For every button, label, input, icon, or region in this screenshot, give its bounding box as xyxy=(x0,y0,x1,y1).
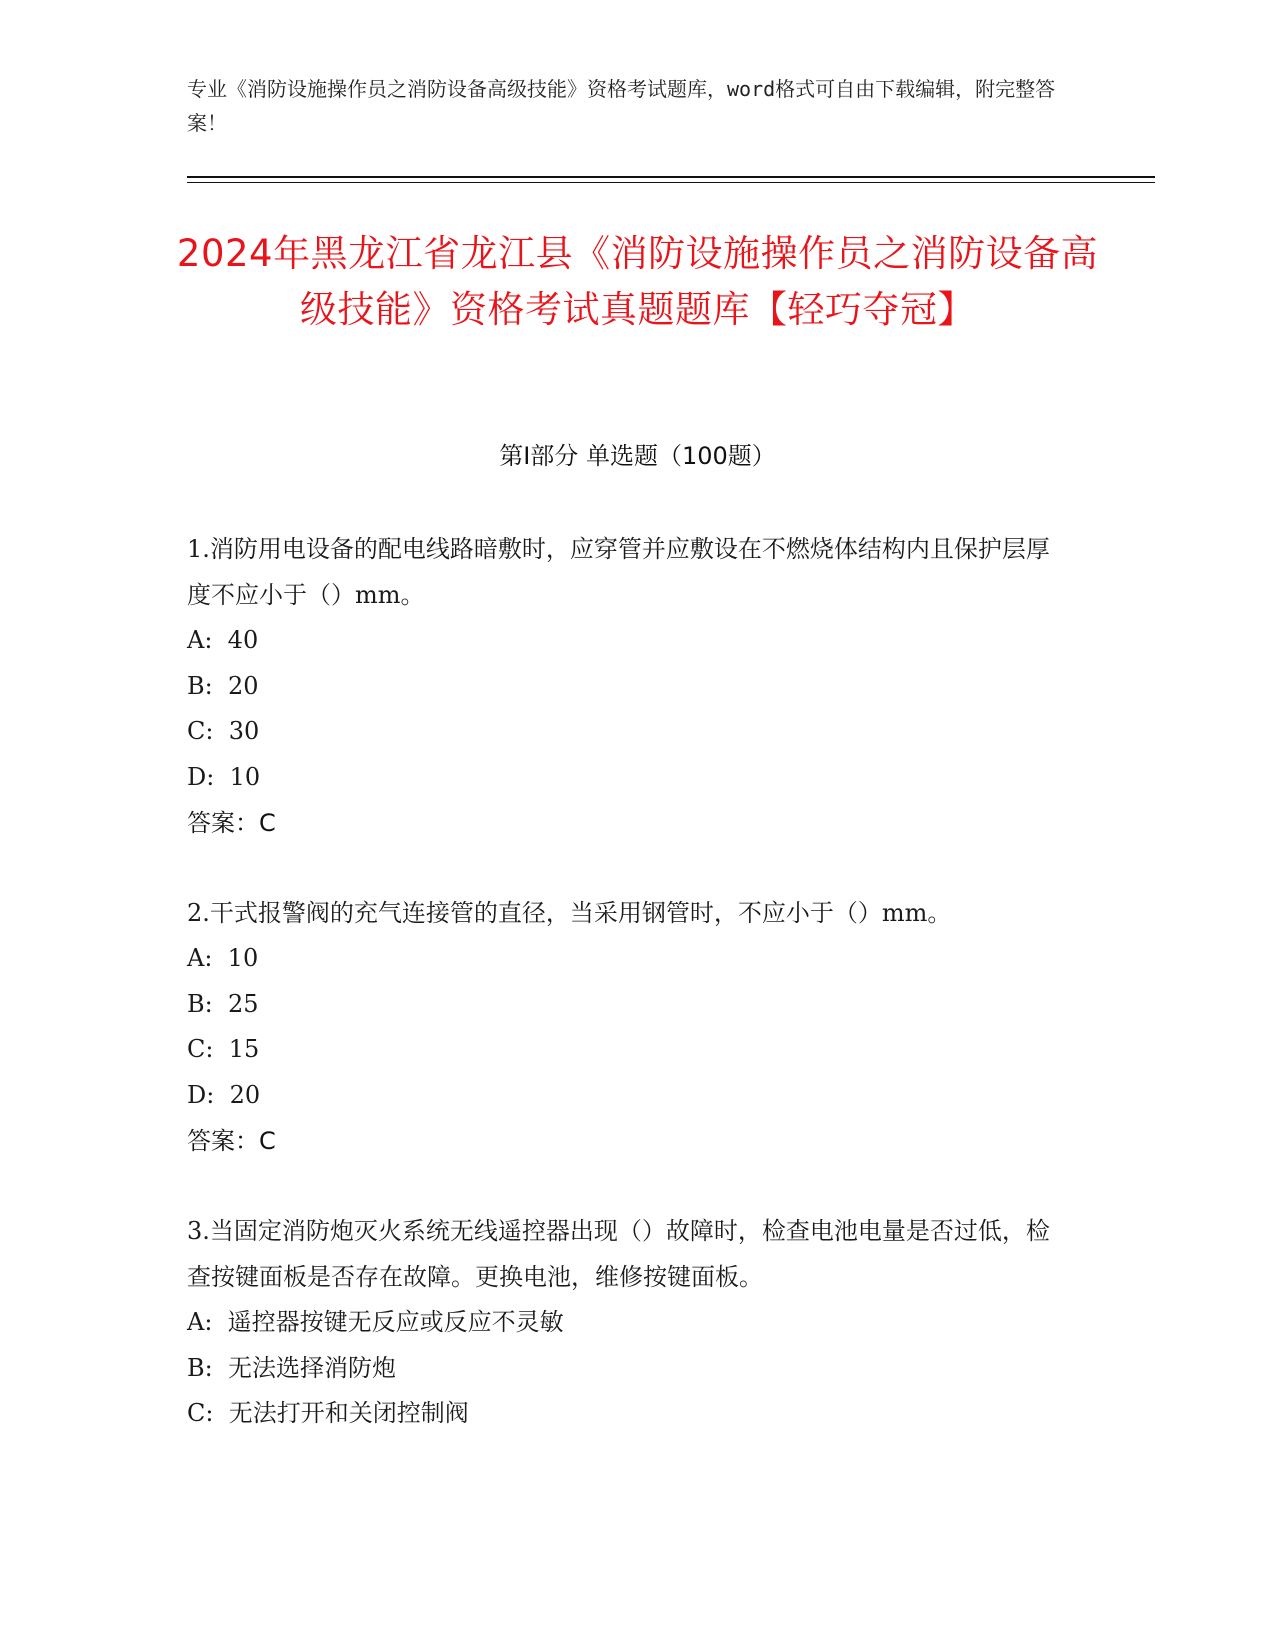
option-b: B: 无法选择消防炮 xyxy=(187,1353,396,1382)
option-c: C: 无法打开和关闭控制阀 xyxy=(187,1399,469,1427)
question-stem: 1.消防用电设备的配电线路暗敷时，应穿管并应敷设在不燃烧体结构内且保护层厚度不应小于（）mm。 xyxy=(187,535,1050,609)
option-b: B: 25 xyxy=(187,989,259,1018)
document-title: 2024年黑龙江省龙江县《消防设施操作员之消防设备高级技能》资格考试真题题库【轻巧夺冠】 xyxy=(176,232,1099,331)
option-c: C: 15 xyxy=(187,1035,260,1063)
header-divider-thick xyxy=(187,176,1155,178)
header-divider-thin xyxy=(187,182,1155,183)
option-a: A: 遥控器按键无反应或反应不灵敏 xyxy=(187,1308,564,1336)
question-1 xyxy=(187,526,1067,846)
option-c: C: 30 xyxy=(187,717,260,745)
question-2 xyxy=(187,890,1067,1164)
question-stem: 3.当固定消防炮灭火系统无线遥控器出现（）故障时，检查电池电量是否过低，检查按键面板是否存在故障。更换电池，维修按键面板。 xyxy=(187,1217,1050,1291)
header-note: 专业《消防设施操作员之消防设备高级技能》资格考试题库，word格式可自由下载编辑，附完整答案！ xyxy=(187,77,1056,135)
question-stem: 2.干式报警阀的充气连接管的直径，当采用钢管时，不应小于（）mm。 xyxy=(187,899,952,927)
answer-line: 答案：C xyxy=(187,809,276,837)
option-b: B: 20 xyxy=(187,671,259,700)
answer-line: 答案：C xyxy=(187,1127,276,1155)
option-d: D: 20 xyxy=(187,1080,261,1109)
section-title: 第Ⅰ部分 单选题（100题） xyxy=(499,442,776,470)
question-3 xyxy=(187,1208,1067,1437)
option-a: A: 40 xyxy=(187,626,259,654)
option-d: D: 10 xyxy=(187,762,261,791)
option-a: A: 10 xyxy=(187,944,259,972)
question-list xyxy=(187,526,1067,1481)
